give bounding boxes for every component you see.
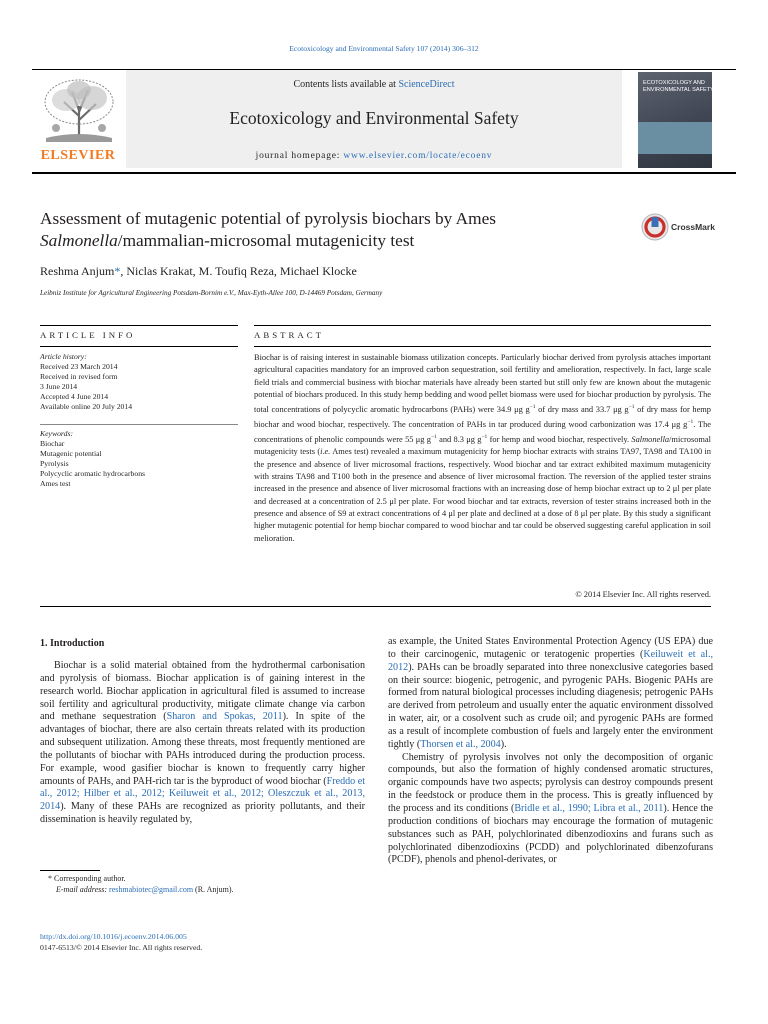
history-label: Article history:	[40, 352, 87, 361]
abstract-segment: Ames test) revealed a maximum mutagenicity for hemp biochar extracts with strains TA97, TA98 and TA100 in the presence and absence of liver microsomal fractions, respectively. Wood biochar and tar extract exhibited maximum mutagenicity with strains TA98 and T100 both in the presence and absence of liver microsomal fraction. The reversion of the applied tester strains increased in the presence and absence of liver microsomal fractions with an increasing dose of hemp biochar extract up to 2 μl per plate and decreased at a concentration of 2.5 μl per plate. For wood biochar and tar extracts, reversion of tester strains increased both in the presence and absence of S9 at extract concentrations of 4 μl per plate and declined at a dose of 8 μl per plate. By this study a significant higher mutagenic potential for hemp biochar compared to wood biochar and tar could be observed suggesting careful application in soil melioration.	[254, 447, 711, 543]
contents-prefix: Contents lists available at	[293, 79, 399, 90]
banner-bottom-rule	[32, 172, 736, 174]
abstract-segment: . The concentrations of phenolic compounds were 55 μg g	[254, 420, 711, 445]
history-item: 3 June 2014	[40, 381, 78, 391]
abstract-segment: /microsomal mutagenicity tests (	[254, 435, 711, 457]
article-info-heading: ARTICLE INFO	[40, 330, 136, 340]
body-text: Chemistry of pyrolysis involves not only the decomposition of organic compounds, but also the formation of highly condensed aromatic structures, organic compounds have two aspects; pyrolysis can destroy compounds present in the feedstock or produce them in the process. This is greatly influenced by the process and its conditions (	[388, 751, 713, 814]
section-heading: 1. Introduction	[40, 638, 105, 649]
abstract-superscript: −1	[628, 404, 635, 411]
journal-homepage	[126, 151, 622, 161]
footnote-rule	[40, 870, 100, 871]
body-text: ). Hence the production conditions of biochars may encourage the formation of mutagenic substances such as PAH, polychlorinated dibenzodioxins and furans such as polychlorinated dibenzodioxins (PCDD) and polychlorinated dibenzofurans (PCDF), phenols and phenol-derivates, or	[388, 802, 713, 866]
article-info-top-rule	[40, 325, 238, 326]
abstract-segment: for hemp and wood biochar, respectively.	[487, 435, 632, 445]
email-name: (R. Anjum).	[193, 884, 234, 894]
journal-cover-strip	[638, 122, 712, 154]
footnote-email-line	[48, 885, 368, 896]
citation-link[interactable]: Thorsen et al., 2004	[420, 738, 501, 750]
homepage-prefix: journal homepage:	[255, 151, 344, 161]
history-item: Received 23 March 2014	[40, 361, 118, 371]
doi-block	[40, 932, 360, 953]
right-column	[388, 636, 713, 867]
keyword: Biochar	[40, 438, 65, 448]
running-head[interactable]: Ecotoxicology and Environmental Safety 107 (2014) 306–312	[289, 44, 479, 53]
body-text: Biochar is a solid material obtained from the hydrothermal carbonisation and pyrolysis of biomass. Biochar application is of gaining interest in the research world. Biochar application in agricultural filed is assumed to increase soil fertility and agricultural productivity, mitigate climate change via carbon and methane sequestration (	[40, 660, 365, 723]
abstract-heading: ABSTRACT	[254, 330, 324, 340]
citation-link[interactable]: Keiluweit et al., 2012	[388, 648, 713, 673]
email-label: E-mail address:	[56, 884, 110, 894]
citation-link[interactable]: Bridle et al., 1990; Libra et al., 2011	[514, 802, 664, 814]
abstract-segment: and 8.3 μg g	[436, 435, 482, 445]
journal-name: Ecotoxicology and Environmental Safety	[229, 108, 519, 128]
title-line-1: Assessment of mutagenic potential of pyrolysis biochars by Ames	[40, 209, 496, 228]
citation-link[interactable]: Sharon and Spokas, 2011	[166, 711, 283, 723]
crossmark-label[interactable]: CrossMark	[671, 222, 715, 232]
body-paragraph	[388, 752, 713, 868]
doi-link[interactable]: http://dx.doi.org/10.1016/j.ecoenv.2014.06.005	[40, 932, 187, 941]
title-line-2: /mammalian-microsomal mutagenicity test	[117, 231, 415, 250]
keyword: Pyrolysis	[40, 458, 69, 468]
footnote	[48, 874, 368, 895]
abstract-italic: Salmonella	[631, 435, 670, 445]
article-info-divider	[40, 424, 238, 425]
email-link[interactable]: reshmabiotec@gmail.com	[109, 884, 194, 894]
abstract-segment: of dry mass and 33.7 μg g	[535, 404, 629, 414]
title-italic-genus: Salmonella	[40, 231, 118, 250]
footnote-mark: *	[48, 874, 52, 883]
abstract-copyright: © 2014 Elsevier Inc. All rights reserved.	[575, 590, 711, 599]
affiliation: Leibniz Institute for Agricultural Engineering Potsdam-Bornim e.V., Max-Eyth-Allee 100, D-14469 Potsdam, Germany	[40, 289, 383, 297]
history-item: Accepted 4 June 2014	[40, 391, 109, 401]
abstract-segment: Biochar is of raising interest in sustainable biomass utilization concepts. Particularly biochar derived from pyrolysis attaches important agricultural capacities mandatory for an improved carbon sequestration, soil fertility and amelioration, respectively. In fact, large scale field trials and commercial business with biochar materials have already been started but still only few are known about the mutagenic potential of biochars produced. In this study hemp bedding and wood pellet biomass were used for biochar production by pyrolysis. The total concentrations of polycyclic aromatic hydrocarbons (PAHs) were 34.9 μg g	[254, 353, 711, 414]
article-info-sub-rule	[40, 346, 238, 347]
abstract-top-rule	[254, 325, 711, 326]
crossmark-icon[interactable]	[641, 213, 669, 241]
keywords	[40, 429, 238, 488]
sciencedirect-link[interactable]: ScienceDirect	[398, 79, 455, 90]
abstract-italic: i.e.	[320, 447, 331, 457]
abstract-bottom-rule	[40, 606, 711, 607]
abstract-segment: of dry mass for hemp biochar and wood biochar, respectively. The concentration of PAHs in tar produced during wood carbonization was 17.4 μg g	[254, 404, 711, 430]
article-title	[40, 208, 620, 252]
body-paragraph	[388, 636, 713, 752]
footnote-corresponding	[48, 874, 368, 885]
body-text: ). Many of these PAHs are recognized as priority pollutants, and their dissemination is heavily regulated by,	[40, 801, 365, 826]
abstract-text	[254, 352, 711, 545]
contents-line	[126, 79, 622, 90]
footnote-text: Corresponding author.	[52, 874, 126, 883]
authors-rest: , Niclas Krakat, M. Toufiq Reza, Michael Klocke	[120, 264, 357, 278]
keywords-label: Keywords:	[40, 429, 74, 438]
history-item: Received in revised form	[40, 371, 118, 381]
abstract-sub-rule	[254, 346, 711, 347]
abstract-superscript: −1	[687, 419, 694, 426]
body-text: as example, the United States Environmental Protection Agency (US EPA) due to their carcinogenic, mutagenic or teratogenic properties (	[388, 636, 713, 660]
keyword: Mutagenic potential	[40, 448, 102, 458]
author-list	[40, 264, 640, 279]
homepage-link[interactable]: www.elsevier.com/locate/ecoenv	[343, 151, 493, 161]
journal-cover-title: ECOTOXICOLOGY AND ENVIRONMENTAL SAFETY	[643, 80, 714, 93]
body-paragraph	[40, 660, 365, 827]
author-first: Reshma Anjum	[40, 264, 115, 278]
history-item: Available online 20 July 2014	[40, 401, 133, 411]
abstract-superscript: −1	[529, 404, 536, 411]
issn-line: 0147-6513/© 2014 Elsevier Inc. All rights reserved.	[40, 942, 203, 952]
body-text: ). PAHs can be broadly separated into three nonexclusive categories based on their source: biogenic, petrogenic, and pyrogenic PAHs. Biogenic PAHs are formed from natural biological processes including diagenesis; petrogenic PAHs are derived from petroleum and usually enter the aquatic environment dissolved in water, air, or a cosolvent such as crude oil; and pyrogenic PAHs are formed as a result of incomplete combustion of fuels and largely enter the environment tightly (	[388, 661, 713, 750]
abstract-superscript: −1	[430, 434, 437, 441]
abstract-superscript: −1	[481, 434, 488, 441]
corresponding-author-mark[interactable]: *	[114, 264, 121, 278]
elsevier-logo-text: ELSEVIER	[40, 148, 116, 163]
citation-link[interactable]: Freddo et al., 2012; Hilber et al., 2012; Keiluweit et al., 2012; Oleszczuk et al., 2013, 2014	[40, 775, 366, 813]
keyword: Ames test	[40, 478, 71, 488]
keyword: Polycyclic aromatic hydrocarbons	[40, 468, 146, 478]
article-history	[40, 352, 238, 411]
body-text: ).	[500, 738, 507, 750]
left-column	[40, 660, 365, 827]
body-text: ). In spite of the advantages of biochar, there are also certain threats related with its production and subsequent utilization. Among these threats, most frequently mentioned are the pollutants of biochar with PAHs introduced during the production process. For example, wood gasifier biochar is known to frequently carry higher amounts of PAHs, and PAH-rich tar is the byproduct of wood biochar (	[40, 711, 365, 787]
